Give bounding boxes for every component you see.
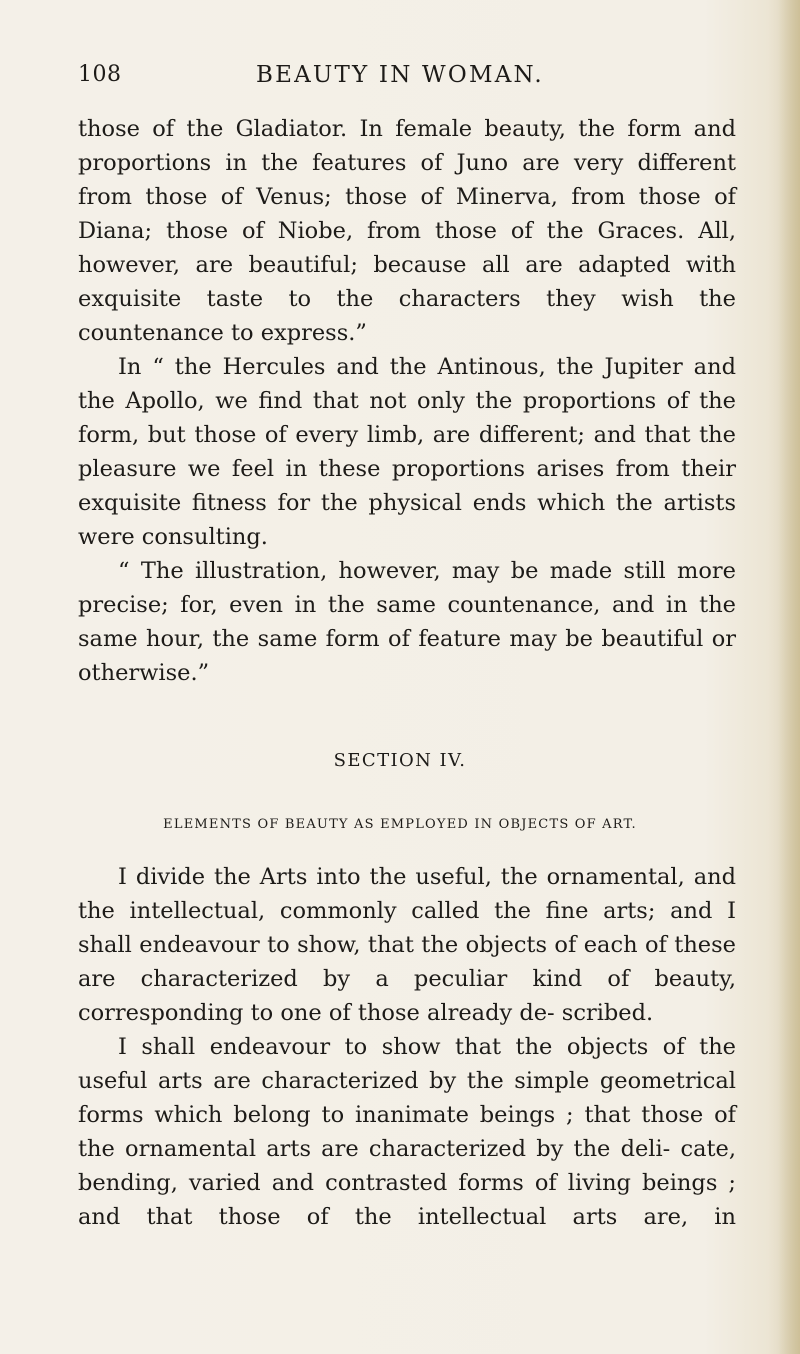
paragraph-gladiator: those of the Gladiator. In female beauty, the form and proportions in the features of Juno are very different from those of Venus; those of Minerva, from those of Diana; those of Niobe, from those of the Graces. All, however, are beautiful; because all are adapted with exquisite taste to the characters they wish the countenance to express.” [78,116,736,346]
section-heading: SECTION IV. [333,750,467,771]
paragraph-useful-arts: I shall endeavour to show that the objects of the useful arts are characterized by the simple geometrical forms which belong to inanimate beings ; that those of the ornamental arts are characterized by the deli- cate, bending, varied and contrasted forms of living beings ; and that those of the intellectual arts are, in [78,1034,736,1230]
running-head [78,62,738,96]
paragraph-illustration: “ The illustration, however, may be made still more precise; for, even in the same countenance, and in the same hour, the same form of feature may be beautiful or otherwise.” [78,558,736,686]
page-number: 108 [78,62,122,87]
running-title: BEAUTY IN WOMAN. [256,62,544,88]
section-subheading: ELEMENTS OF BEAUTY AS EMPLOYED IN OBJECTS OF ART. [163,817,637,832]
paragraph-hercules: In “ the Hercules and the Antinous, the Jupiter and the Apollo, we find that not only the proportions of the form, but those of every limb, are different; and that the pleasure we feel in these proportions arises from their exquisite fitness for the physical ends which the artists were consulting. [78,354,736,550]
body-text-bottom [78,860,736,1234]
page-edge-shadow [778,0,800,1354]
paragraph-divide-arts: I divide the Arts into the useful, the ornamental, and the intellectual, commonly called the fine arts; and I shall endeavour to show, that the objects of each of these are characterized by a peculiar kind of beauty, corresponding to one of those already de- scribed. [78,864,736,1026]
body-text-top [78,112,736,690]
